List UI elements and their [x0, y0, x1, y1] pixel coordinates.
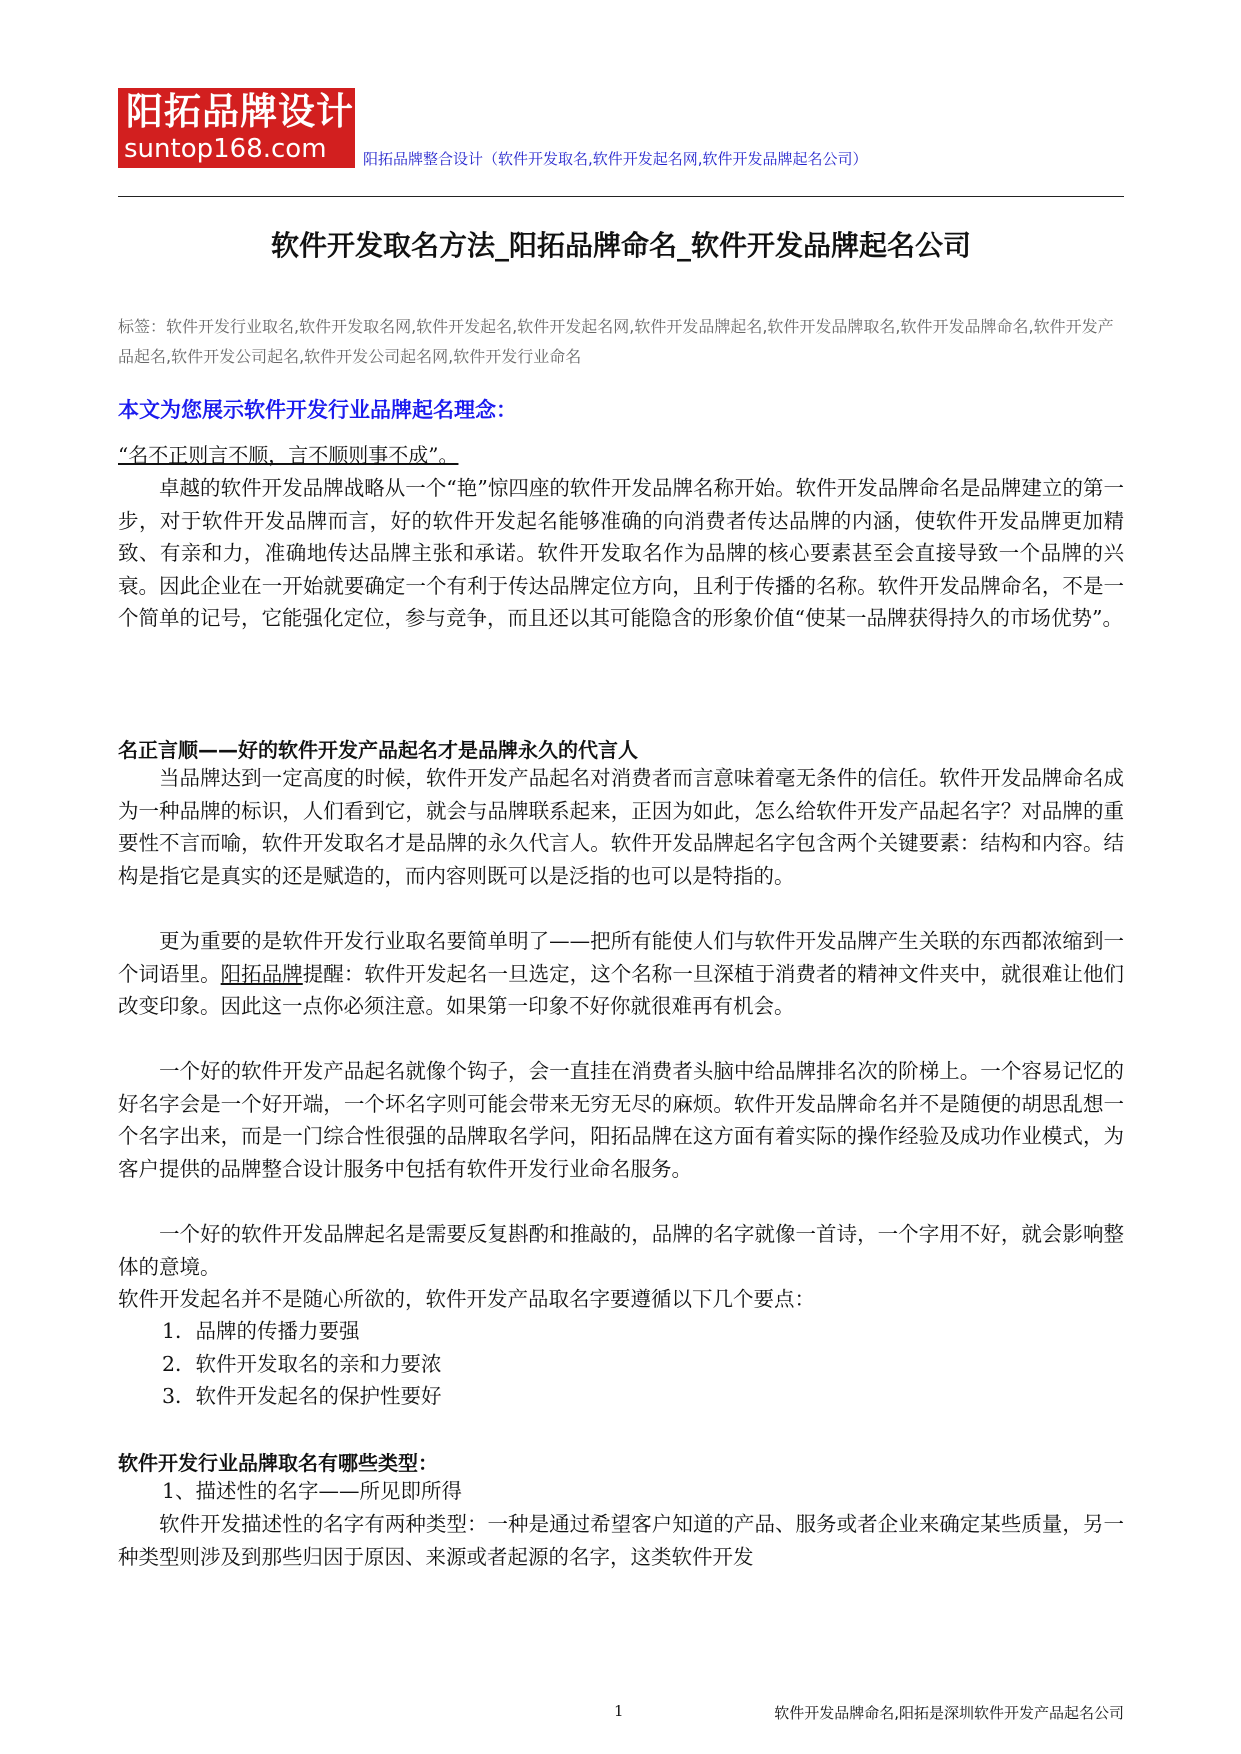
logo-domain-text: suntop168.com [124, 134, 327, 164]
page-number: 1 [614, 1702, 624, 1720]
quote-line: “名不正则言不顺，言不顺则事不成”。 [118, 443, 459, 467]
footer-text: 软件开发品牌命名,阳拓是深圳软件开发产品起名公司 [774, 1704, 1124, 1722]
list-item-3: 3．软件开发起名的保护性要好 [162, 1384, 442, 1408]
paragraph-3-part-a: 更为重要的是软件开发行业取名要简单明了——把所有能使人们与软件开发品牌产生关联的东西都浓缩到一个词语里。 [118, 929, 1124, 986]
paragraph-3 [118, 925, 1124, 1023]
list-item-2: 2．软件开发取名的亲和力要浓 [162, 1352, 442, 1376]
intro-heading: 本文为您展示软件开发行业品牌起名理念： [118, 398, 517, 422]
paragraph-2: 当品牌达到一定高度的时候，软件开发产品起名对消费者而言意味着毫无条件的信任。软件开发品牌命名成为一种品牌的标识，人们看到它，就会与品牌联系起来，正因为如此，怎么给软件开发产品起名字？对品牌的重要性不言而喻，软件开发取名才是品牌的永久代言人。软件开发品牌起名字包含两个关键要素：结构和内容。结构是指它是真实的还是赋造的，而内容则既可以是泛指的也可以是特指的。 [118, 766, 1124, 888]
paragraph-1: 卓越的软件开发品牌战略从一个“艳”惊四座的软件开发品牌名称开始。软件开发品牌命名是品牌建立的第一步，对于软件开发品牌而言，好的软件开发起名能够准确的向消费者传达品牌的内涵，使软件开发品牌更加精致、有亲和力，准确地传达品牌主张和承诺。软件开发取名作为品牌的核心要素甚至会直接导致一个品牌的兴衰。因此企业在一开始就要确定一个有利于传达品牌定位方向，且利于传播的名称。软件开发品牌命名，不是一个简单的记号，它能强化定位，参与竞争，而且还以其可能隐含的形象价值“使某一品牌获得持久的市场优势”。 [118, 476, 1124, 630]
tags-line: 标签：软件开发行业取名,软件开发取名网,软件开发起名,软件开发起名网,软件开发品牌起名,软件开发品牌取名,软件开发品牌命名,软件开发产品起名,软件开发公司起名,软件开发公司起名网,软件开发行业命名 [118, 317, 1114, 366]
header-divider [118, 196, 1124, 197]
subheading-descriptive-names: 1、描述性的名字——所见即所得 [162, 1479, 463, 1503]
logo-chinese-text: 阳拓品牌设计 [126, 90, 354, 133]
paragraph-4: 一个好的软件开发产品起名就像个钩子，会一直挂在消费者头脑中给品牌排名次的阶梯上。一个容易记忆的好名字会是一个好开端，一个坏名字则可能会带来无穷无尽的麻烦。软件开发品牌命名并不是随便的胡思乱想一个名字出来，而是一门综合性很强的品牌取名学问，阳拓品牌在这方面有着实际的操作经验及成功作业模式，为客户提供的品牌整合设计服务中包括有软件开发行业命名服务。 [118, 1059, 1124, 1181]
section-heading-1: 名正言顺——好的软件开发产品起名才是品牌永久的代言人 [118, 738, 638, 762]
section-heading-2: 软件开发行业品牌取名有哪些类型： [118, 1451, 438, 1475]
paragraph-7: 软件开发描述性的名字有两种类型：一种是通过希望客户知道的产品、服务或者企业来确定某些质量，另一种类型则涉及到那些归因于原因、来源或者起源的名字，这类软件开发 [118, 1512, 1124, 1569]
list-item-1: 1．品牌的传播力要强 [162, 1319, 360, 1343]
paragraph-6: 软件开发起名并不是随心所欲的，软件开发产品取名字要遵循以下几个要点： [118, 1287, 815, 1311]
brand-link[interactable]: 阳拓品牌 [220, 961, 303, 986]
header-tagline: 阳拓品牌整合设计（软件开发取名,软件开发起名网,软件开发品牌起名公司） [363, 150, 868, 168]
paragraph-5: 一个好的软件开发品牌起名是需要反复斟酌和推敲的，品牌的名字就像一首诗，一个字用不好，就会影响整体的意境。 [118, 1222, 1124, 1279]
document-title: 软件开发取名方法_阳拓品牌命名_软件开发品牌起名公司 [270, 229, 971, 262]
paragraph-3-part-b: 提醒：软件开发起名一旦选定，这个名称一旦深植于消费者的精神文件夹中，就很难让他们改变印象。因此这一点你必须注意。如果第一印象不好你就很难再有机会。 [118, 961, 1124, 1018]
brand-logo [118, 88, 355, 168]
